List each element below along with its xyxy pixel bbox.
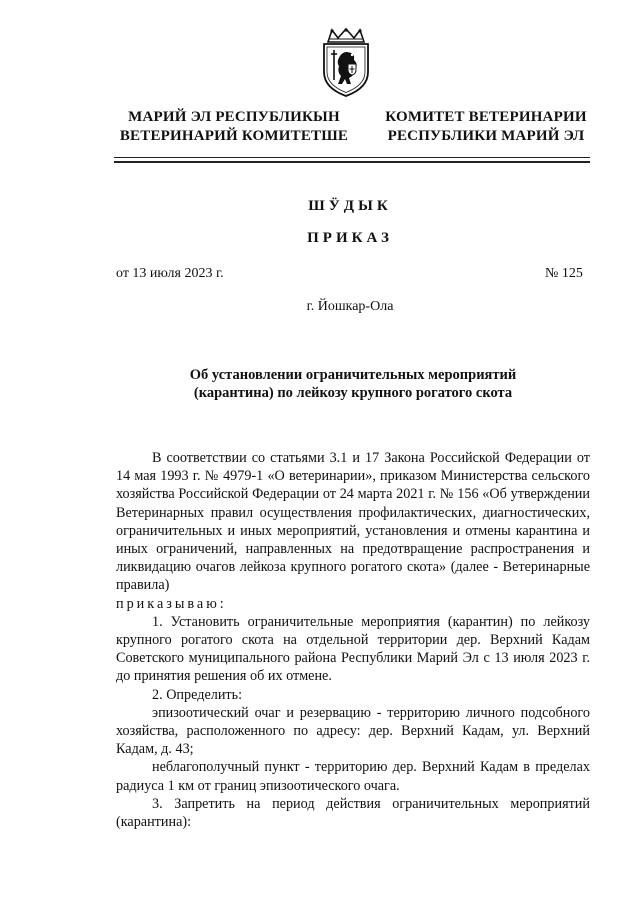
document-body	[116, 449, 590, 831]
header-right-russian	[356, 108, 616, 146]
header-left-mari	[104, 108, 364, 146]
header-right-line2: РЕСПУБЛИКИ МАРИЙ ЭЛ	[387, 128, 585, 144]
item-2b: неблагополучный пункт - территорию дер. Верхний Кадам в пределах радиуса 1 км от границ эпизоотического очага.	[116, 759, 590, 794]
intro-paragraph: В соответствии со статьями 3.1 и 17 Закона Российской Федерации от 14 мая 1993 г. № 4979-1 «О ветеринарии», приказом Министерства сельского хозяйства Российской Федерации от 24 марта 2021 г. № 156 «Об утверждении Ветеринарных правил осуществления профилактических, диагностических, ограничительных и иных мероприятий, установления и отмены карантина и иных ограничений, направленных на предотвращение распространения и ликвидацию очагов лейкоза крупного рогатого скота» (далее - Ветеринарные правила)	[116, 450, 590, 594]
header-left-line1: МАРИЙ ЭЛ РЕСПУБЛИКЫН	[128, 109, 340, 125]
order-word: приказываю:	[116, 595, 227, 612]
coat-of-arms-emblem	[318, 28, 374, 98]
header-divider-thin	[114, 157, 590, 158]
item-2: 2. Определить:	[152, 686, 243, 703]
title-line1: Об установлении ограничительных мероприятий	[189, 367, 517, 383]
header-divider-thick	[114, 161, 590, 163]
document-title	[116, 366, 590, 402]
header-left-line2: ВЕТЕРИНАРИЙ КОМИТЕТШЕ	[119, 128, 349, 144]
document-type-russian: ПРИКАЗ	[307, 230, 393, 246]
title-line2: (карантина) по лейкозу крупного рогатого скота	[193, 385, 513, 401]
item-3: 3. Запретить на период действия ограничительных мероприятий (карантина):	[116, 795, 590, 831]
document-type-mari: ШӰДЫК	[308, 198, 392, 214]
document-date: от 13 июля 2023 г.	[116, 266, 224, 281]
item-1: 1. Установить ограничительные мероприятия (карантин) по лейкозу крупного рогатого скота на отдельной территории дер. Верхний Кадам Советского муниципального района Республики Марий Эл с 13 июля 2023 г. до принятия решения об их отмене.	[116, 613, 590, 685]
document-city: г. Йошкар-Ола	[306, 299, 394, 314]
item-2a: эпизоотический очаг и резервацию - территорию личного подсобного хозяйства, расположенного по адресу: дер. Верхний Кадам, ул. Верхний Кадам, д. 43;	[116, 704, 590, 758]
document-number: № 125	[545, 266, 583, 281]
header-right-line1: КОМИТЕТ ВЕТЕРИНАРИИ	[385, 109, 587, 125]
